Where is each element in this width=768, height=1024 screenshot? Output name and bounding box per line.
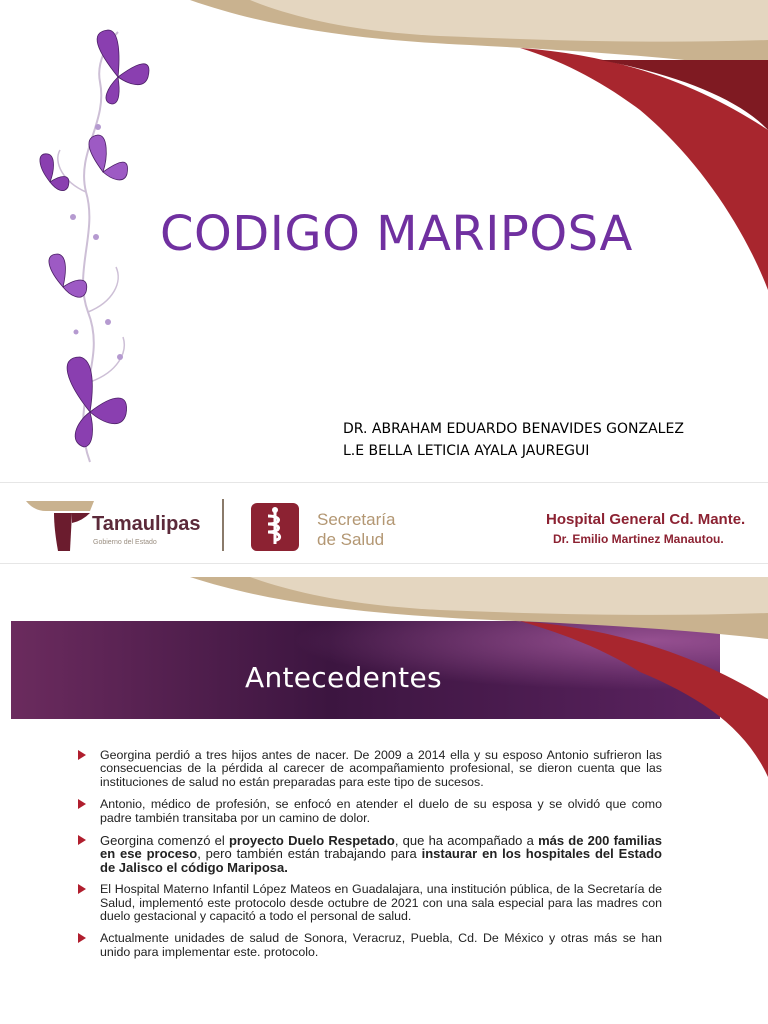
bullet-arrow-icon [78,835,86,845]
tamaulipas-sublabel: Gobierno del Estado [93,539,157,546]
bullet-text: , que ha acompañado a [394,833,539,849]
hospital-director: Dr. Emilio Martinez Manautou. [553,532,724,546]
salud-label [317,510,395,550]
content-slide [0,577,768,1024]
bullet-arrow-icon [78,933,86,943]
list-item [78,932,662,959]
bullet-text: Actualmente unidades de salud de Sonora, Veracruz, Puebla, Cd. De México y otras más se han unido para implementar este. protocolo. [100,931,662,959]
butterfly-icon [89,135,128,180]
butterfly-icon [67,357,126,447]
salud-label-line: de Salud [317,530,385,549]
bullet-arrow-icon [78,750,86,760]
bullet-text: El Hospital Materno Infantil López Mateos en Guadalajara, una institución pública, de la Secretaría de Salud, implementó este protocolo desde octubre de 2021 con una sala especial para las madres con duelo gestacional y capacitó a todo el personal de salud. [100,882,662,924]
bullet-text: Georgina comenzó el [100,833,229,849]
list-item [78,883,662,923]
butterfly-vine-decoration [28,22,158,465]
logo-strip [0,465,768,577]
butterfly-icon [49,254,87,297]
tamaulipas-logo-icon [24,499,94,551]
bullet-arrow-icon [78,884,86,894]
author-list [343,418,684,462]
bullet-text-bold: instaurar en los hospitales del Estado de Jalisco el código Mariposa. [100,846,662,875]
logo-bar [0,482,768,564]
logo-divider [222,499,224,551]
bullet-arrow-icon [78,799,86,809]
salud-logo-icon [250,502,300,552]
bullet-text: Georgina perdió a tres hijos antes de nacer. De 2009 a 2014 ella y su esposo Antonio sufrieron las consecuencias de la pérdida al carecer de acompañamiento profesional, se dieron cuenta que las instituciones de salud no están preparadas para este tipo de sucesos. [100,748,662,789]
list-item [78,798,662,825]
butterfly-icon [97,30,149,104]
tamaulipas-label: Tamaulipas [92,513,201,535]
bullet-text: Antonio, médico de profesión, se enfocó en atender el duelo de su esposa y se olvidó que como padre también transitaba por un camino de dolor. [100,797,662,825]
slide-title: CODIGO MARIPOSA [160,206,633,262]
slide-title: Antecedentes [245,661,442,694]
author-name: DR. ABRAHAM EDUARDO BENAVIDES GONZALEZ [343,421,684,437]
author-name: L.E BELLA LETICIA AYALA JAUREGUI [343,443,590,459]
salud-label-line: Secretaría [317,510,396,529]
bullet-text-bold: proyecto Duelo Respetado [228,833,395,849]
title-slide [0,0,768,465]
hospital-name: Hospital General Cd. Mante. [546,511,746,528]
bullet-text-bold: más de 200 familias en ese proceso [100,833,662,862]
list-item [78,749,662,789]
bullet-list [78,749,662,968]
list-item [78,834,662,874]
bullet-text: , pero también están trabajando para [197,846,422,862]
butterfly-icon [40,154,69,191]
